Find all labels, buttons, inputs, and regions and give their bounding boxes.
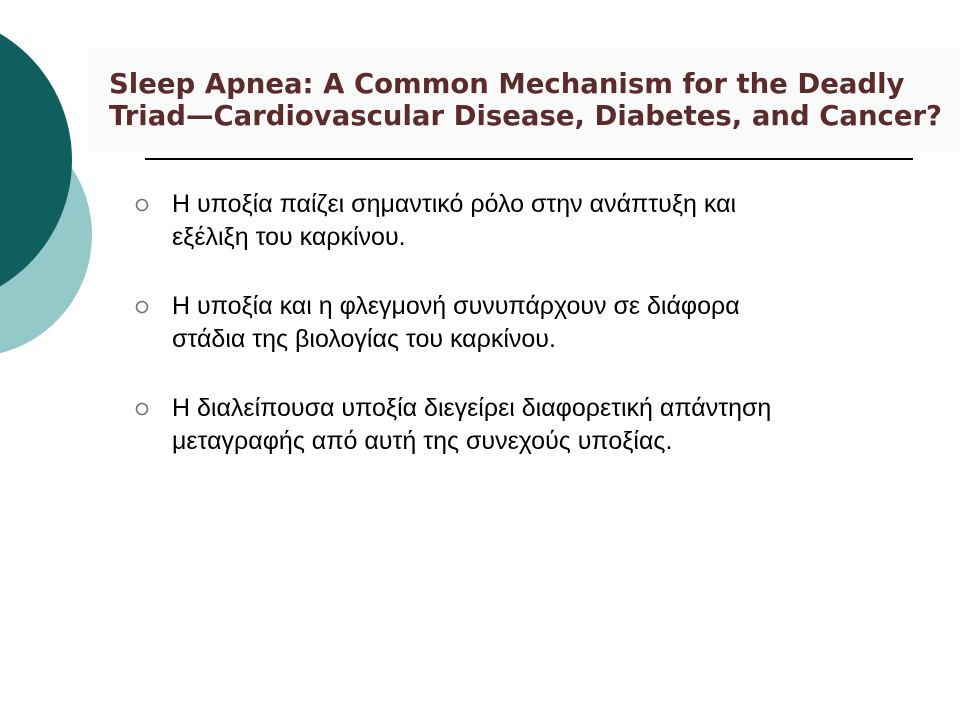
bullet-text: Η υποξία και η φλεγμονή συνυπάρχουν σε διάφορα στάδια της βιολογίας του καρκίνου. bbox=[172, 292, 740, 353]
bullet-item bbox=[134, 392, 924, 458]
bullet-text: Η διαλείπουσα υποξία διεγείρει διαφορετική απάντηση μεταγραφής από αυτή της συνεχούς υποξίας. bbox=[172, 394, 772, 455]
hollow-circle-icon bbox=[134, 188, 172, 221]
slide-title-line-1: Sleep Apnea: A Common Mechanism for the Deadly bbox=[109, 68, 905, 100]
bullet-item bbox=[134, 290, 924, 356]
hollow-circle-icon bbox=[134, 290, 172, 323]
hollow-circle-icon bbox=[134, 392, 172, 425]
title-divider bbox=[145, 158, 913, 160]
slide-title-line-2: Triad—Cardiovascular Disease, Diabetes, and Cancer? bbox=[109, 100, 943, 132]
bullet-list bbox=[134, 188, 924, 494]
bullet-item bbox=[134, 188, 924, 254]
bullet-text: Η υποξία παίζει σημαντικό ρόλο στην ανάπτυξη και εξέλιξη του καρκίνου. bbox=[172, 190, 737, 251]
